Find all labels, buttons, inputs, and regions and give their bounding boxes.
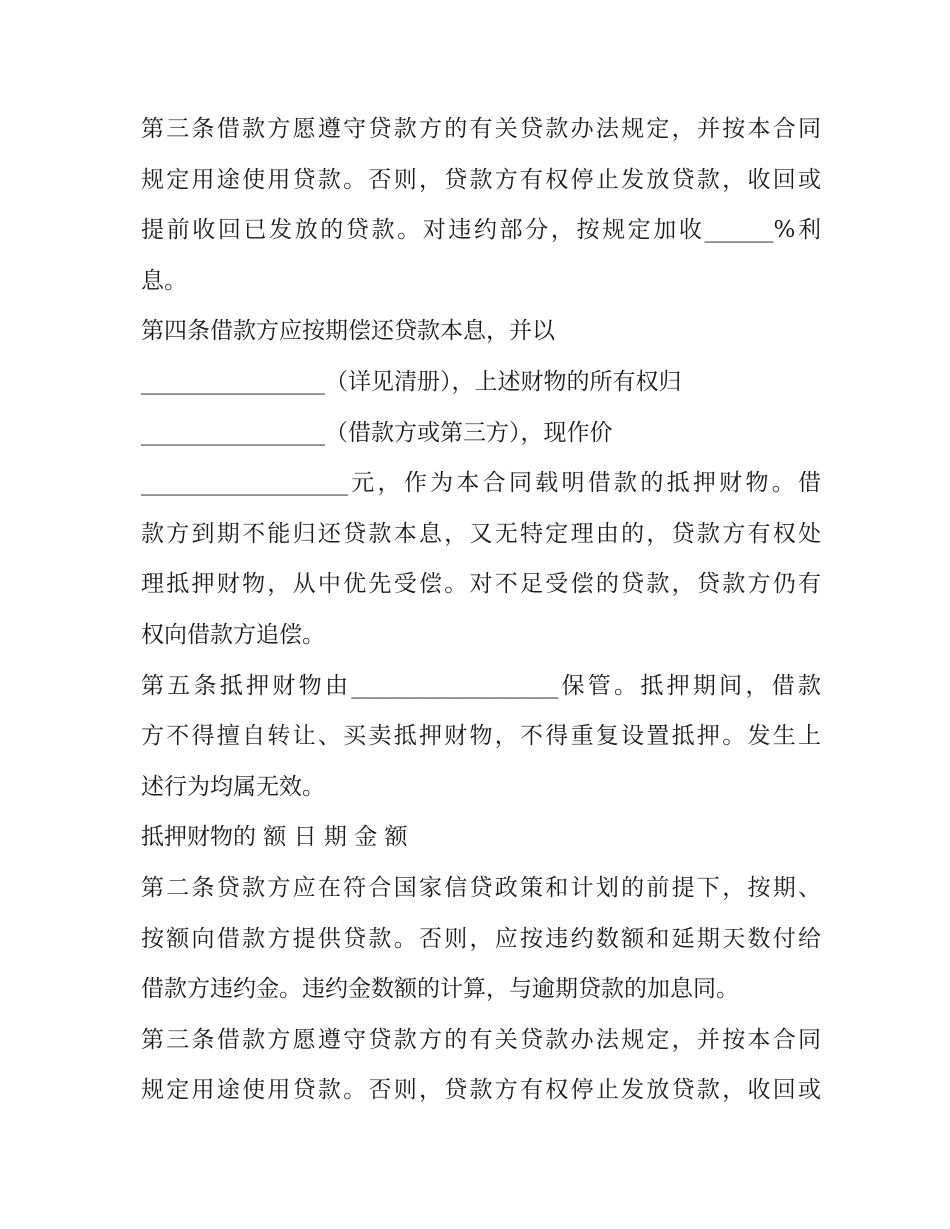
text-line: 规定用途使用贷款。否则，贷款方有权停止发放贷款，收回或 xyxy=(141,166,821,193)
text-line: 款方到期不能归还贷款本息，又无特定理由的，贷款方有权处 xyxy=(141,520,821,547)
text-line: 方不得擅自转让、买卖抵押财物，不得重复设置抵押。发生上 xyxy=(141,723,821,750)
text-line: 抵押财物的 额 日 期 金 额 xyxy=(141,824,408,851)
text-line: 第三条借款方愿遵守贷款方的有关贷款办法规定，并按本合同 xyxy=(141,1026,821,1053)
text-line: 息。 xyxy=(141,267,187,294)
text-line: 第四条借款方应按期偿还贷款本息，并以 xyxy=(141,318,555,345)
text-line: 按额向借款方提供贷款。否则，应按违约数额和延期天数付给 xyxy=(141,925,821,952)
text-line: 权向借款方追偿。 xyxy=(141,621,325,648)
text-line: 第三条借款方愿遵守贷款方的有关贷款办法规定，并按本合同 xyxy=(141,116,821,142)
text-line: 理抵押财物，从中优先受偿。对不足受偿的贷款，贷款方仍有 xyxy=(141,571,821,598)
text-line: 第五条抵押财物由__________________保管。抵押期间，借款 xyxy=(141,672,821,699)
text-line: ________________（详见清册），上述财物的所有权归 xyxy=(141,368,682,395)
text-line: __________________元，作为本合同载明借款的抵押财物。借 xyxy=(141,470,821,497)
text-line: 提前收回已发放的贷款。对违约部分，按规定加收______%利 xyxy=(141,217,821,244)
contract-text xyxy=(141,104,821,1116)
text-line: 述行为均属无效。 xyxy=(141,773,325,800)
text-line: 第二条贷款方应在符合国家信贷政策和计划的前提下，按期、 xyxy=(141,874,821,901)
text-line: ________________（借款方或第三方），现作价 xyxy=(141,419,613,446)
text-line: 规定用途使用贷款。否则，贷款方有权停止发放贷款，收回或 xyxy=(141,1077,821,1104)
text-line: 借款方违约金。违约金数额的计算，与逾期贷款的加息同。 xyxy=(141,976,739,1003)
